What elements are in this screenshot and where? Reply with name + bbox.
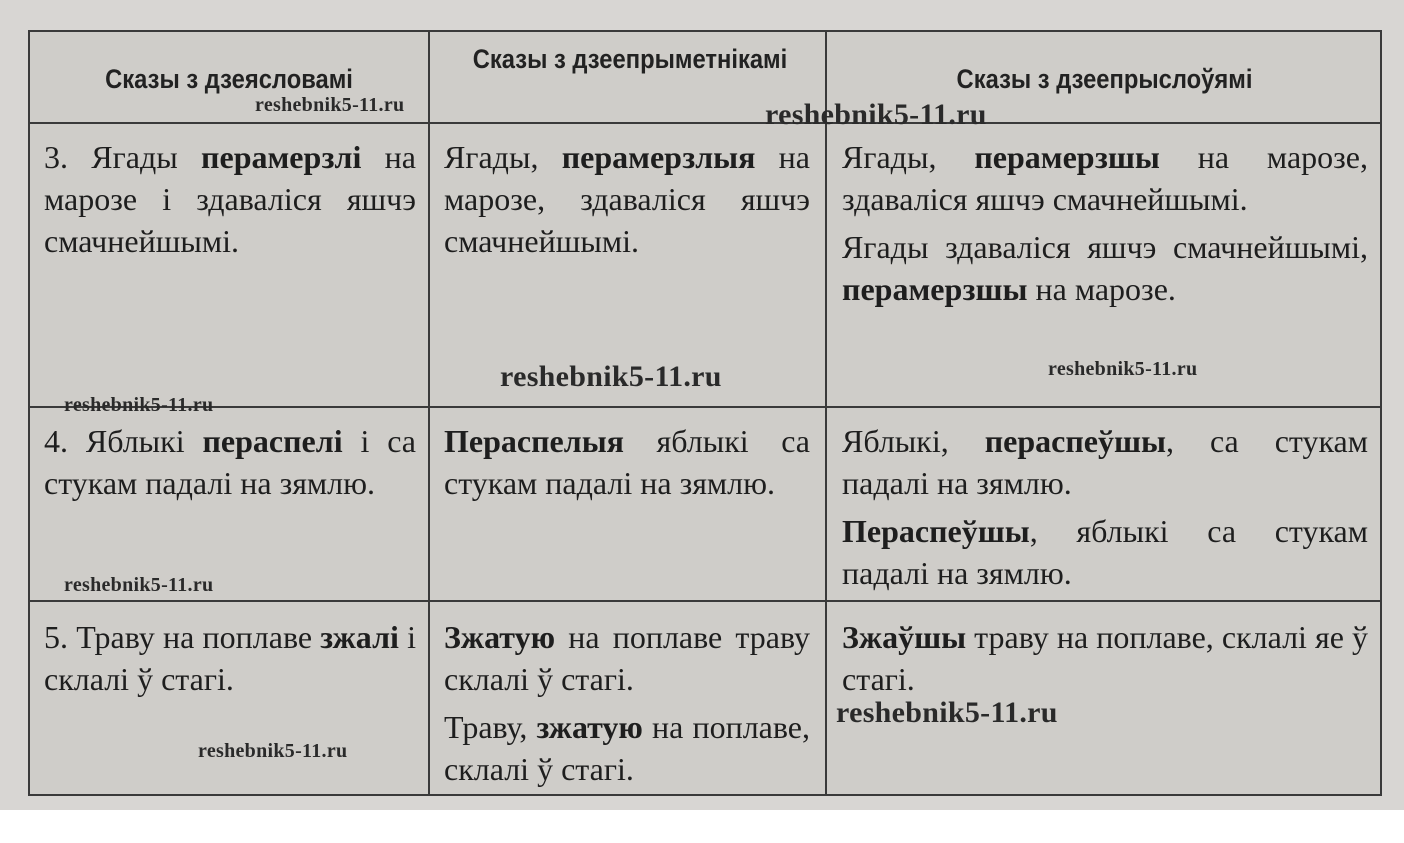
- row5-adverbial-cell: [842, 616, 1368, 706]
- row4-participles-cell: [444, 420, 810, 510]
- header-adverbial-participles: Сказы з дзеепрыслоўямі: [956, 64, 1253, 94]
- sentence: Яблыкі, пераспеўшы, са стукам падалі на зямлю.: [842, 423, 1368, 501]
- row-divider: [30, 600, 1380, 602]
- sentence: 3. Ягады перамерзлі на марозе і здаваліся яшчэ смачнейшымі.: [44, 139, 416, 259]
- column-divider: [825, 32, 827, 794]
- sentence: Траву, зжатую на поплаве, склалі ў стагі.: [444, 709, 810, 787]
- watermark: reshebnik5-11.ru: [836, 696, 1058, 729]
- row4-verbs-cell: [44, 420, 416, 510]
- watermark: reshebnik5-11.ru: [765, 98, 987, 131]
- sentence: Зжатую на поплаве траву склалі ў стагі.: [444, 619, 810, 697]
- column-divider: [428, 32, 430, 794]
- watermark: reshebnik5-11.ru: [500, 360, 722, 393]
- header-participles: Сказы з дзеепрыметнікамі: [472, 44, 788, 74]
- sentence: Ягады здаваліся яшчэ смачнейшымі, перамерзшы на марозе.: [842, 229, 1368, 307]
- header-verbs: Сказы з дзеясловамі: [105, 64, 353, 94]
- watermark: reshebnik5-11.ru: [64, 394, 214, 416]
- watermark: reshebnik5-11.ru: [64, 574, 214, 596]
- sentence: Ягады, перамерзшы на марозе, здаваліся яшчэ смачнейшымі.: [842, 139, 1369, 217]
- sentence: Пераспелыя яблыкі са стукам падалі на зямлю.: [444, 423, 810, 501]
- row3-participles-cell: [444, 136, 810, 268]
- watermark: reshebnik5-11.ru: [1048, 358, 1198, 380]
- watermark: reshebnik5-11.ru: [198, 740, 348, 762]
- sentence: 5. Траву на поплаве зжалі і склалі ў стагі.: [44, 619, 417, 697]
- sentence: 4. Яблыкі пераспелі і са стукам падалі на зямлю.: [44, 423, 417, 501]
- sentence: Ягады, перамерзлыя на марозе, здаваліся яшчэ смачнейшымі.: [444, 139, 811, 259]
- answer-table: [28, 30, 1382, 796]
- watermark: reshebnik5-11.ru: [255, 94, 405, 116]
- row3-adverbial-cell: [842, 136, 1368, 316]
- sentence: Пераспеўшы, яблыкі са стукам падалі на зямлю.: [842, 513, 1368, 591]
- row4-adverbial-cell: [842, 420, 1368, 600]
- row5-participles-cell: [444, 616, 810, 796]
- row-divider: [30, 122, 1380, 124]
- sentence: Зжаўшы траву на поплаве, склалі яе ў стагі.: [842, 619, 1368, 697]
- row3-verbs-cell: [44, 136, 416, 268]
- row-divider: [30, 406, 1380, 408]
- row5-verbs-cell: [44, 616, 416, 706]
